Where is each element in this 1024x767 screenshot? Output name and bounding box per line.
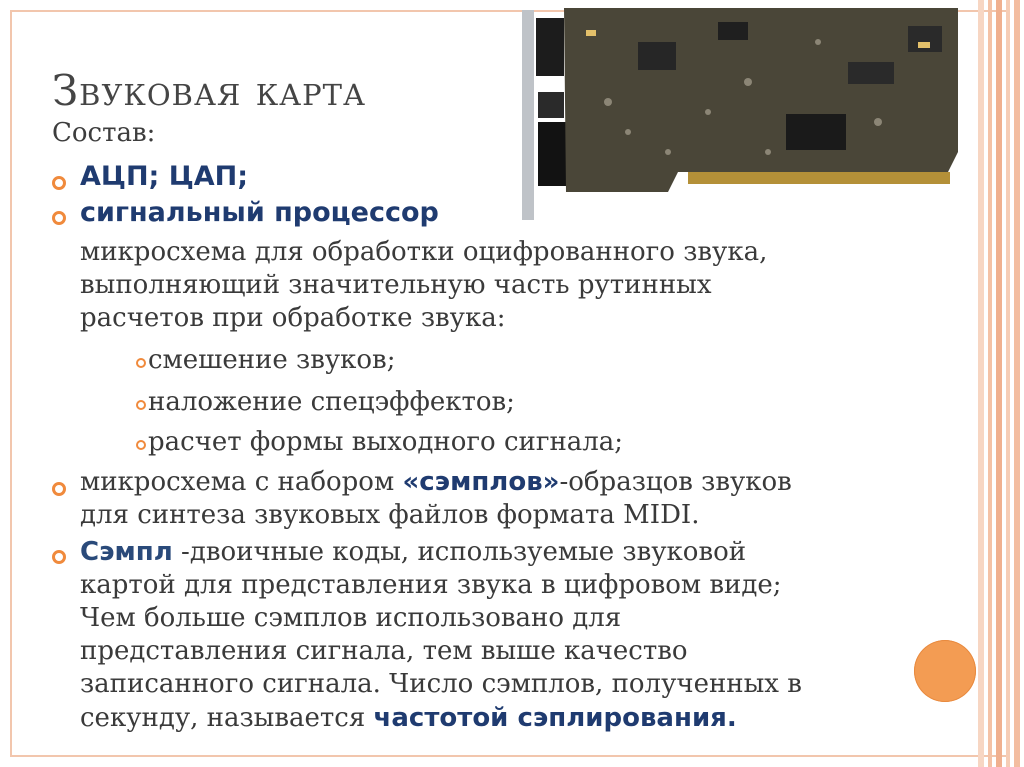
item-sample-def-text: -двоичные коды, используемые звуковой [172,537,747,567]
sub-item-effects: наложение спецэффектов; [148,387,515,417]
sound-card-image [518,2,964,224]
item-signal-processor-line3: расчетов при обработке звука: [80,303,506,333]
bullet-icon [52,176,66,190]
bullet-icon [52,211,66,225]
item-sample-def-line5: записанного сигнала. Число сэмплов, полученных в [80,669,802,699]
item-signal-processor-line1: микросхема для обработки оцифрованного звука, [80,237,768,267]
slide-subtitle: Состав: [52,118,156,148]
sub-bullet-icon [136,440,146,450]
item-samples-line2: для синтеза звуковых файлов формата MIDI. [80,500,700,530]
item-sample-def-line2: картой для представления звука в цифровом виде; [80,570,782,600]
item-samples-bold: «сэмплов» [402,467,560,497]
sub-bullet-icon [136,358,146,368]
item-sample-def-line6-pre: секунду, называется [80,703,374,733]
sub-item-output-shape: расчет формы выходного сигнала; [148,427,624,457]
decorative-stripes [978,0,1024,767]
slide-title: Звуковая карта [52,66,366,115]
item-sample-def-bold: Сэмпл [80,537,173,567]
item-sample-def-line3: Чем больше сэмплов использовано для [80,603,622,633]
item-signal-processor-line2: выполняющий значительную часть рутинных [80,270,712,300]
item-samples-post: -образцов звуков [559,467,792,497]
frame-left-line [10,10,12,757]
item-sample-def-line6-bold: частотой сэплирования. [373,703,737,733]
frame-bottom-line [10,755,1010,757]
bullet-icon [52,550,66,564]
bullet-icon [52,482,66,496]
sub-bullet-icon [136,400,146,410]
sub-item-mixing: смешение звуков; [148,345,396,375]
item-sample-def-line1 [80,536,746,569]
item-samples-line1 [80,466,792,499]
item-sample-def-line4: представления сигнала, тем выше качество [80,636,688,666]
item-sample-def-line6 [80,702,737,735]
item-samples-pre: микросхема с набором [80,467,403,497]
item-adc-dac: АЦП; ЦАП; [80,161,249,192]
orange-circle-decoration [914,640,976,702]
item-signal-processor-title: сигнальный процессор [80,197,439,228]
